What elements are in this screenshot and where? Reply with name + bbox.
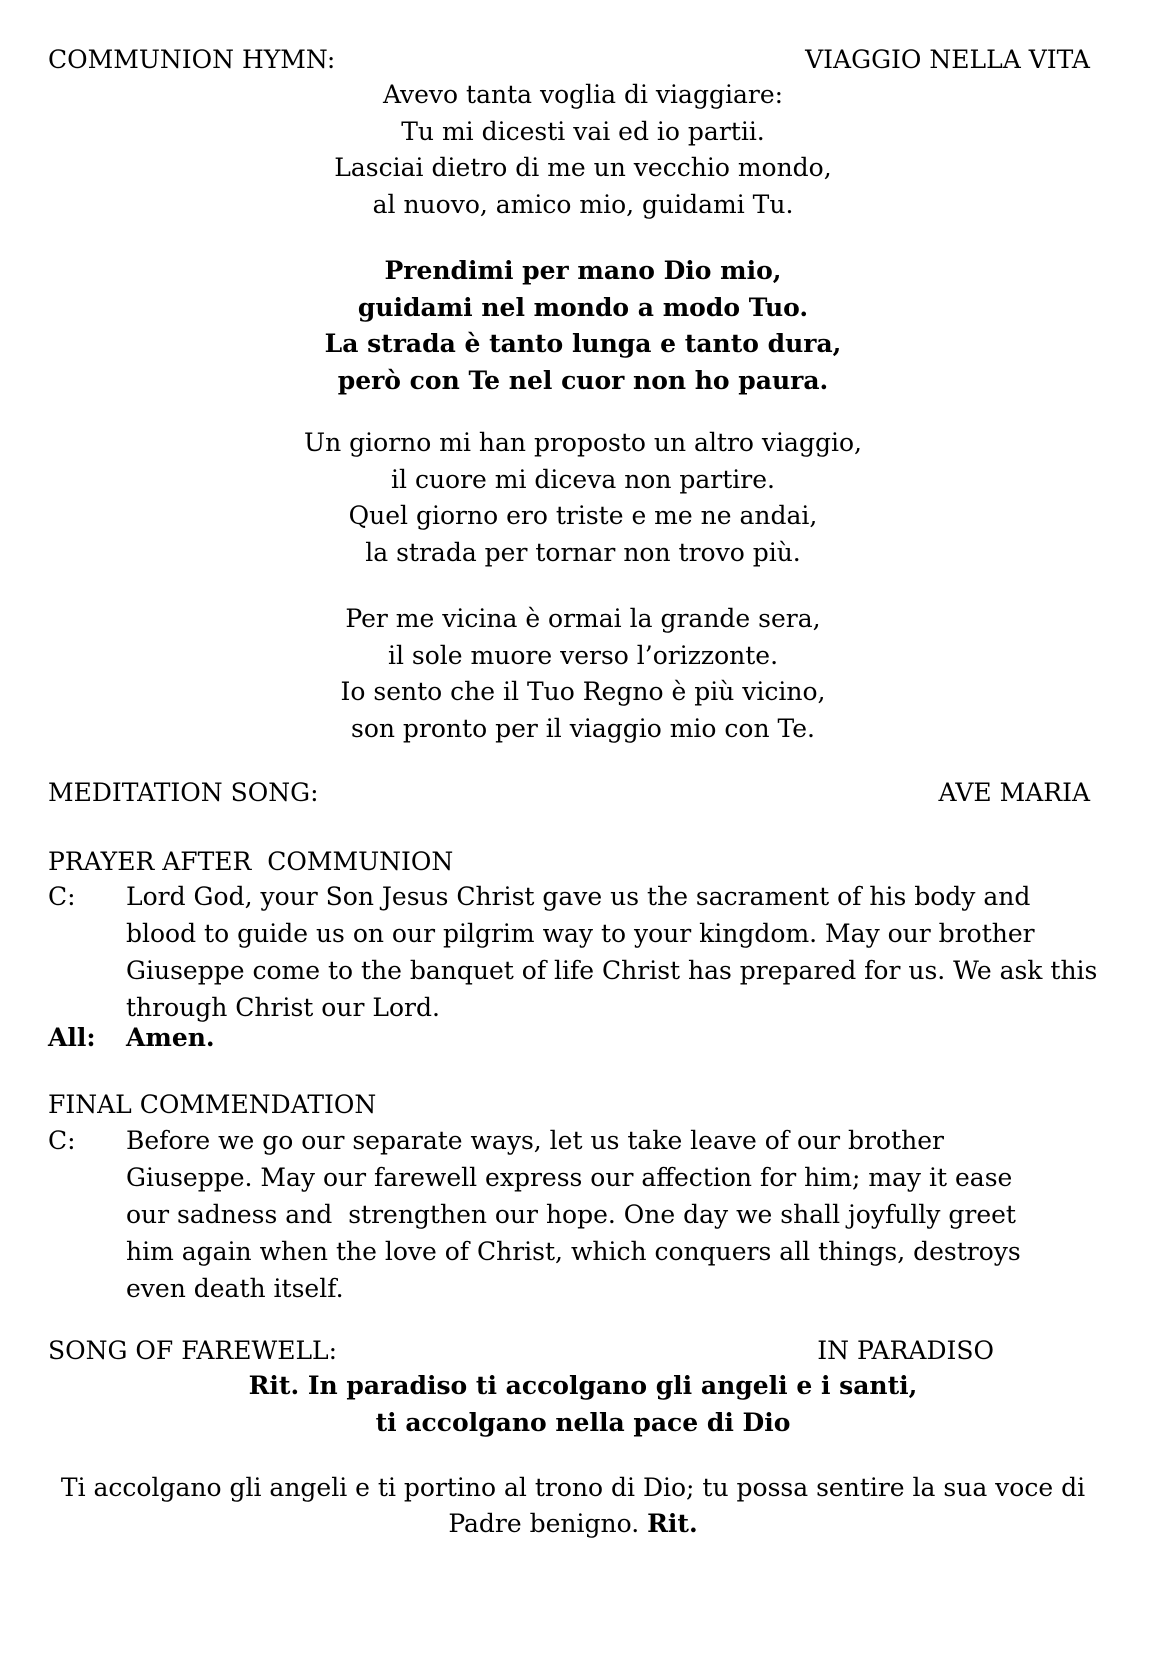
song-of-farewell-verse [50,1470,1096,1542]
communion-hymn-verse-3 [40,601,1126,747]
lyric-line: il cuore mi diceva non partire. [391,464,775,494]
all-label: All: [48,1023,96,1052]
verse-text: Ti accolgano gli angeli e ti portino al trono di Dio; tu possa sentire la sua voce di Padre benigno. [60,1473,1086,1538]
communion-hymn-label: COMMUNION HYMN: [48,45,336,74]
lyric-line: al nuovo, amico mio, guidami Tu. [372,189,794,219]
communion-hymn-verse-1 [40,77,1126,223]
prayer-text: Lord God, your Son Jesus Christ gave us the sacrament of his body and blood to guide us on our pilgrim way to your kingdom. May our brother Giuseppe come to the banquet of life Christ has prepared for us. We ask this through Christ our Lord. [126,882,1098,1022]
lyric-line: Un giorno mi han proposto un altro viaggio, [304,428,862,457]
final-commendation-body [48,1122,1046,1307]
meditation-song-label: MEDITATION SONG: [48,778,319,807]
song-of-farewell-label: SONG OF FAREWELL: [48,1336,338,1365]
song-of-farewell-title: IN PARADISO [817,1336,994,1365]
communion-hymn-title: VIAGGIO NELLA VITA [805,45,1090,74]
lyric-line: ti accolgano nella pace di Dio [375,1407,791,1437]
meditation-song-title: AVE MARIA [938,778,1090,807]
lyric-line: il sole muore verso l’orizzonte. [387,640,779,670]
prayer-after-communion-body [48,878,1106,1026]
lyric-line: Io sento che il Tuo Regno è più vicino, [340,677,826,706]
verse-refrain-cue: Rit. [647,1509,698,1538]
commendation-text: Before we go our separate ways, let us take leave of our brother Giuseppe. May our farewell express our affection for him; may it ease our sadness and strengthen our hope. One day we shall joyfully greet him again when the love of Christ, which conquers all things, destroys even death itself. [126,1126,1029,1303]
lyric-line: Quel giorno ero triste e me ne andai, [348,501,818,530]
all-response-row [48,1019,215,1056]
all-response: Amen. [126,1023,215,1052]
communion-hymn-refrain [40,253,1126,399]
lyric-line: Per me vicina è ormai la grande sera, [345,604,821,633]
final-commendation-heading: FINAL COMMENDATION [48,1090,377,1119]
communion-hymn-header [48,42,1090,78]
lyric-line: la strada per tornar non trovo più. [365,537,801,567]
celebrant-label: C: [48,882,76,911]
lyric-line: son pronto per il viaggio mio con Te. [350,713,815,743]
lyric-line: Avevo tanta voglia di viaggiare: [382,80,784,109]
prayer-after-communion-heading: PRAYER AFTER COMMUNION [48,847,454,876]
lyric-line: Prendimi per mano Dio mio, [384,256,782,285]
lyric-line: guidami nel mondo a modo Tuo. [357,292,809,322]
lyric-line: Lasciai dietro di me un vecchio mondo, [334,153,832,182]
lyric-line: però con Te nel cuor non ho paura. [337,365,829,395]
lyric-line: Tu mi dicesti vai ed io partii. [401,116,765,146]
lyric-line: La strada è tanto lunga e tanto dura, [324,329,842,358]
song-of-farewell-refrain [40,1368,1126,1441]
celebrant-label: C: [48,1126,76,1155]
lyric-line: Rit. In paradiso ti accolgano gli angeli e i santi, [248,1371,918,1400]
meditation-song-header [48,775,1090,811]
communion-hymn-verse-2 [40,425,1126,571]
song-of-farewell-header [48,1333,994,1369]
